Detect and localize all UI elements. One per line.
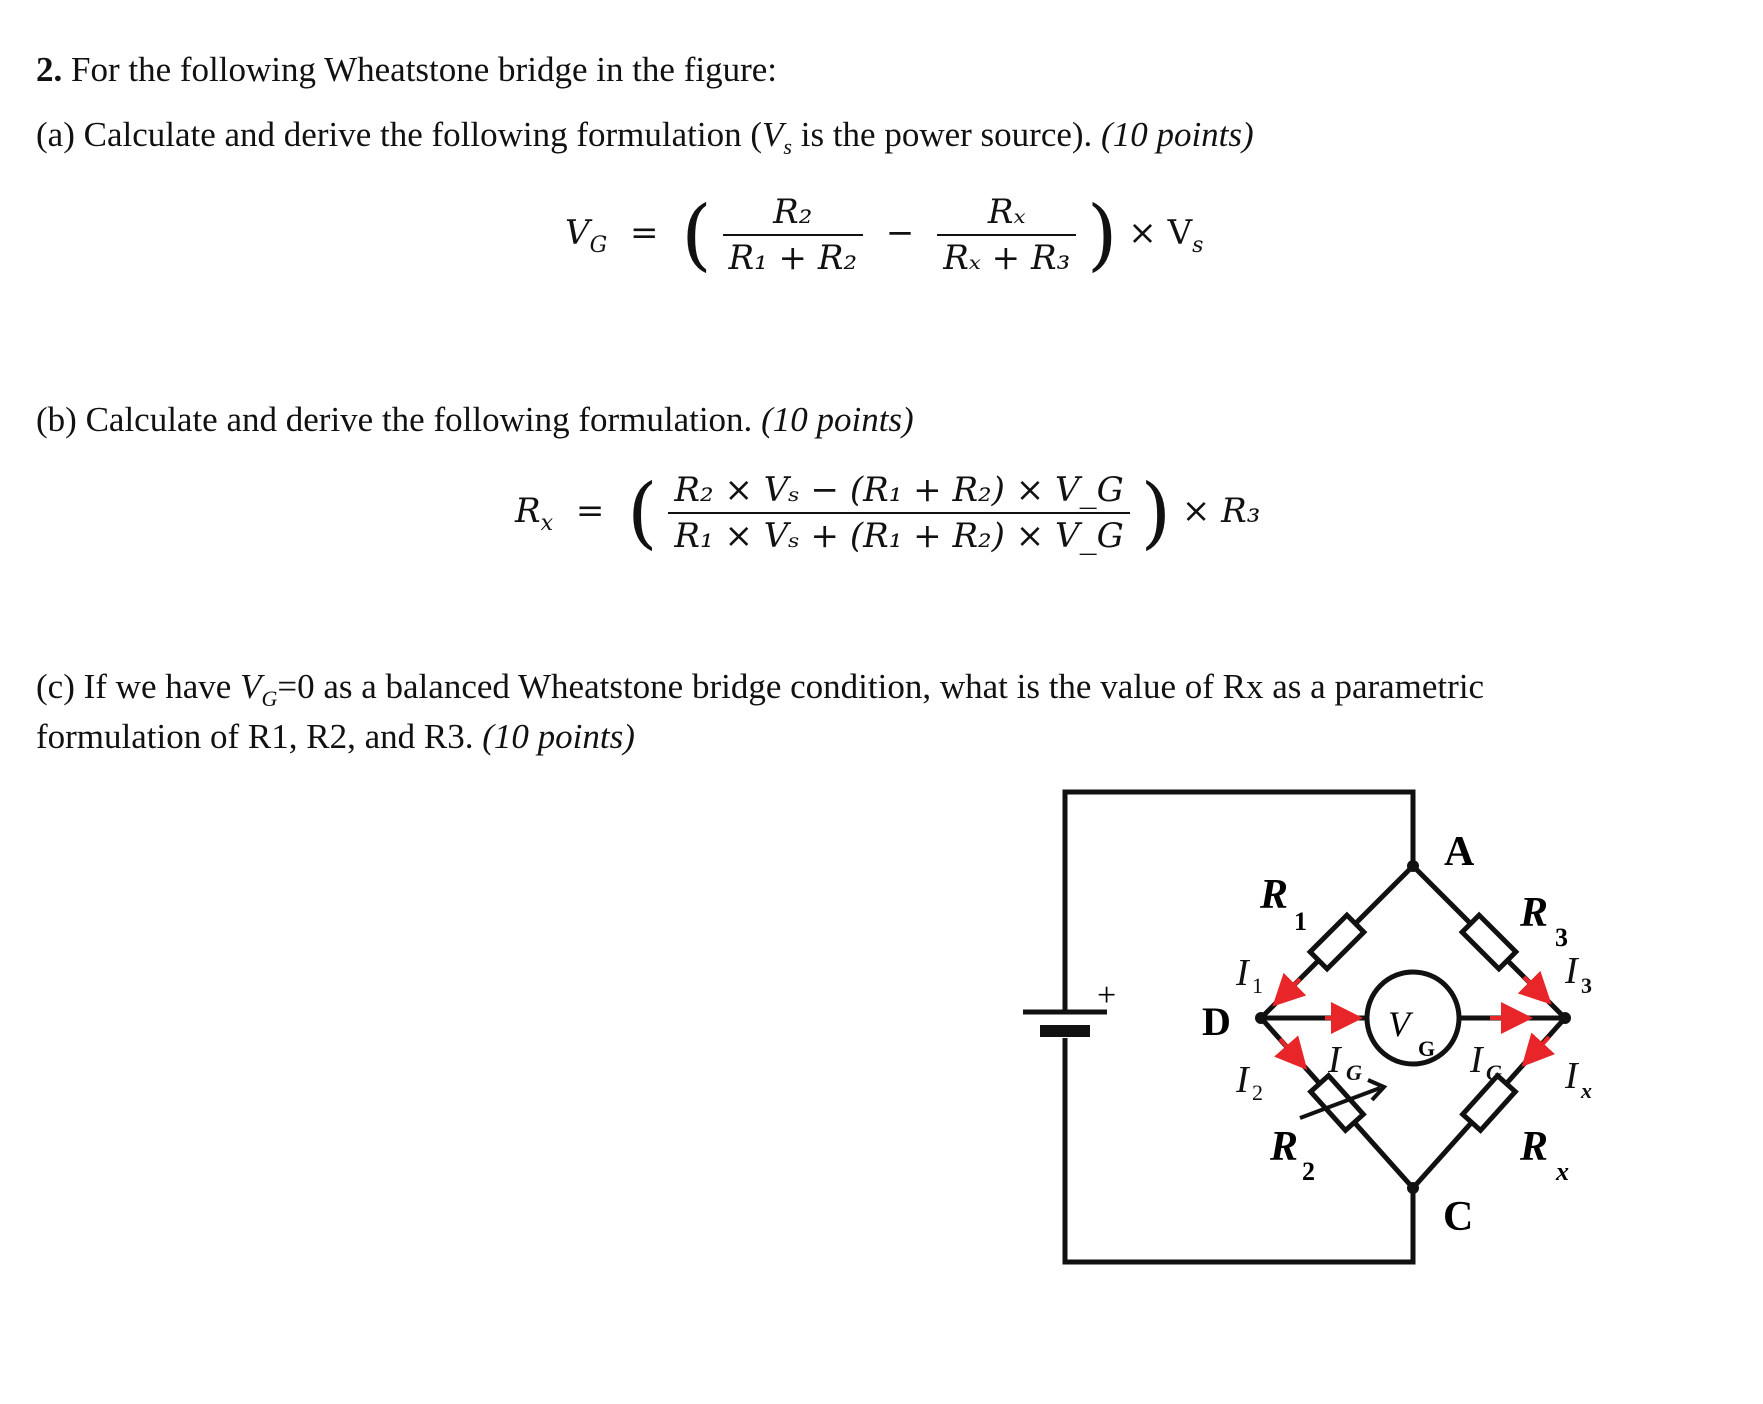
r3-label-sub: 3 xyxy=(1555,923,1568,952)
formula-a-eq: = xyxy=(629,213,659,253)
formula-b-lhs: R xyxy=(515,491,541,531)
r2-label-sub: 2 xyxy=(1302,1157,1315,1186)
r2-label: R xyxy=(1270,1124,1299,1170)
formula-a-frac2-num: Rₓ xyxy=(937,190,1076,236)
formula-b-lparen: ( xyxy=(627,468,658,558)
formula-b-rparen: ) xyxy=(1140,468,1172,558)
formula-b-eq: = xyxy=(575,491,605,531)
r3-label: R xyxy=(1520,890,1549,936)
formula-a-times-sub: s xyxy=(1192,233,1204,258)
part-c-label: (c) xyxy=(36,667,75,706)
r1-label: R xyxy=(1260,872,1289,918)
formula-a-times: × V xyxy=(1128,213,1193,253)
variable-resistor-r2 xyxy=(1300,1076,1384,1131)
formula-b-num: R₂ × Vₛ − (R₁ + R₂) × V_G xyxy=(668,468,1129,514)
ix-label: I xyxy=(1565,1055,1578,1097)
ix-label-sub: x xyxy=(1581,1078,1592,1103)
formula-b-times: × R₃ xyxy=(1181,491,1261,531)
resistor-r3 xyxy=(1462,915,1516,969)
arrow-ix xyxy=(1527,1037,1549,1061)
meter-label-sub: G xyxy=(1418,1036,1436,1061)
part-a-body-end: is the power source). xyxy=(791,115,1093,154)
formula-a-rparen: ) xyxy=(1087,190,1118,280)
i2-label: I xyxy=(1236,1059,1249,1101)
battery-icon xyxy=(1023,1012,1107,1037)
outer-wires xyxy=(1065,792,1413,1262)
part-b-label: (b) xyxy=(36,400,77,439)
part-a-vs: V xyxy=(762,115,784,154)
formula-b-den: R₁ × Vₛ + (R₁ + R₂) × V_G xyxy=(674,516,1124,556)
i1-label: I xyxy=(1236,952,1249,994)
i3-label: I xyxy=(1565,950,1578,992)
part-c-vg: V xyxy=(240,667,262,706)
i1-label-sub: 1 xyxy=(1252,973,1263,998)
galvanometer-icon xyxy=(1367,972,1459,1064)
i3-label-sub: 3 xyxy=(1581,973,1592,998)
node-a-label: A xyxy=(1444,829,1475,875)
ig-right-label-sub: G xyxy=(1486,1060,1502,1085)
part-c-body1: If we have xyxy=(83,667,241,706)
formula-a-minus: − xyxy=(885,213,915,253)
part-a-label: (a) xyxy=(36,115,75,154)
arrow-i1 xyxy=(1278,979,1300,1001)
formula-a-lparen: ( xyxy=(681,190,712,280)
part-c-vg-sub: G xyxy=(261,686,278,711)
arrow-i3 xyxy=(1524,977,1546,999)
part-c-line2: formulation of R1, R2, and R3. xyxy=(36,717,474,756)
part-a-points: (10 points) xyxy=(1101,115,1254,154)
part-c-body2: =0 as a balanced Wheatstone bridge condition, what is the value of Rx as a parametric xyxy=(277,667,1485,706)
node-c-label: C xyxy=(1443,1194,1474,1240)
meter-label: V xyxy=(1388,1004,1410,1044)
formula-a-frac1-den: R₁ + R₂ xyxy=(728,238,858,278)
formula-a-lhs-sub: G xyxy=(589,233,608,258)
part-a-body: Calculate and derive the following formulation ( xyxy=(83,115,763,154)
ig-right-label: I xyxy=(1470,1039,1483,1081)
resistor-r1 xyxy=(1310,915,1364,969)
rx-label-sub: x xyxy=(1556,1157,1569,1186)
formula-a-frac2-den: Rₓ + R₃ xyxy=(943,238,1071,278)
r1-label-sub: 1 xyxy=(1294,907,1307,936)
ig-left-label: I xyxy=(1328,1039,1341,1081)
part-c-points: (10 points) xyxy=(482,717,635,756)
part-b-points: (10 points) xyxy=(761,400,914,439)
i2-label-sub: 2 xyxy=(1252,1080,1263,1105)
battery-plus-label: + xyxy=(1097,977,1117,1014)
arrow-i2 xyxy=(1280,1039,1302,1064)
part-b-body: Calculate and derive the following formulation. xyxy=(85,400,753,439)
formula-a-lhs: V xyxy=(565,213,590,253)
formula-b-lhs-sub: x xyxy=(540,511,554,536)
problem-number: 2. xyxy=(36,50,63,89)
formula-a-frac1-num: R₂ xyxy=(723,190,864,236)
ig-left-label-sub: G xyxy=(1346,1060,1362,1085)
part-a-vs-sub: s xyxy=(783,134,792,159)
problem-intro: For the following Wheatstone bridge in the figure: xyxy=(71,50,777,89)
rx-label: R xyxy=(1520,1124,1549,1170)
node-d-label: D xyxy=(1202,999,1231,1044)
